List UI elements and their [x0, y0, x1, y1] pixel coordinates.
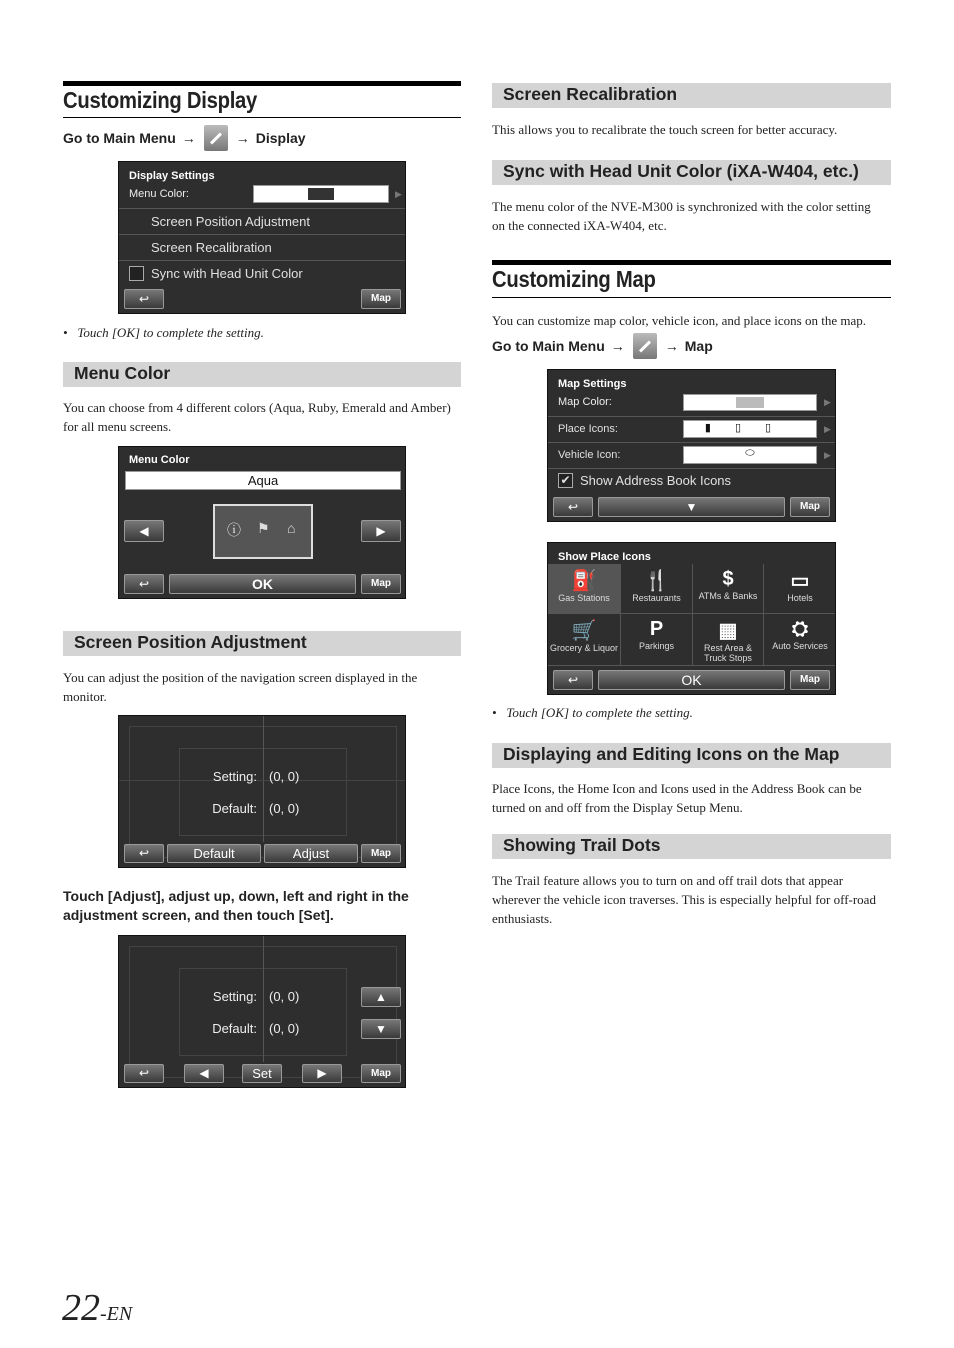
path-suffix: Map: [684, 338, 713, 354]
chevron-right-icon: ▶: [824, 450, 831, 460]
screen-position-screen: [118, 715, 406, 868]
chevron-right-icon: ▶: [824, 424, 831, 434]
screen-title: Menu Color: [129, 454, 190, 466]
chevron-right-icon: ▶: [824, 397, 831, 407]
default-button[interactable]: Default: [167, 844, 261, 863]
cell-label: ATMs & Banks: [698, 591, 758, 601]
map-color-field[interactable]: [683, 394, 817, 411]
path-prefix: Go to Main Menu: [63, 130, 176, 146]
note-ok: • Touch [OK] to complete the setting.: [63, 325, 264, 340]
cell-rest-area[interactable]: [693, 614, 764, 666]
cell-restaurants[interactable]: [621, 564, 693, 614]
address-book-label: Show Address Book Icons: [580, 473, 732, 488]
default-label: Default:: [212, 801, 257, 816]
right-button[interactable]: ▶: [302, 1064, 342, 1083]
setting-value: (0, 0): [269, 989, 300, 1004]
place-icons-field: ▮▯▯: [683, 420, 817, 438]
title-rule: [63, 117, 461, 118]
address-book-row[interactable]: [548, 468, 835, 494]
menu-color-heading: Menu Color: [63, 362, 461, 387]
address-book-checkbox[interactable]: ✔: [558, 473, 573, 488]
menu-color-label: Menu Color:: [129, 188, 189, 200]
menu-item-sync-color[interactable]: [119, 260, 405, 286]
info-icon: ⓘ: [227, 522, 241, 538]
ok-button[interactable]: OK: [598, 670, 785, 690]
cart-icon: 🛒: [571, 620, 597, 642]
sync-body: The menu color of the NVE-M300 is synchronized with the color setting on the connected iXA-W404, etc.: [492, 199, 871, 233]
parking-icon: P: [649, 618, 664, 640]
place-icons-row[interactable]: [548, 416, 835, 442]
home-icon: ⌂: [287, 520, 296, 536]
vehicle-icon-row[interactable]: [548, 442, 835, 468]
map-settings-screen: [547, 369, 836, 522]
cell-label: Hotels: [787, 593, 813, 603]
menu-color-body: You can choose from 4 different colors (Aqua, Ruby, Emerald and Amber) for all menu screens.: [63, 400, 451, 434]
map-swatch-icon: [736, 397, 764, 408]
cell-hotels[interactable]: [764, 564, 836, 614]
bed-icon: ▭: [790, 570, 810, 592]
path-arrow: →: [610, 338, 625, 354]
trail-body: The Trail feature allows you to turn on and off trail dots that appear wherever the vehicle icon traverses. This is especially helpful for off-road enthusiasts.: [492, 873, 876, 926]
screen-position-heading: Screen Position Adjustment: [63, 631, 461, 656]
cell-label: Auto Services: [772, 641, 828, 651]
center-line: [263, 716, 264, 842]
path-arrow: →: [664, 338, 679, 354]
menu-item-screen-recalibration[interactable]: Screen Recalibration: [119, 234, 405, 260]
path-prefix: Go to Main Menu: [492, 338, 605, 354]
menu-item-screen-position[interactable]: Screen Position Adjustment: [119, 208, 405, 234]
set-button[interactable]: Set: [242, 1064, 282, 1083]
menu-color-screen: [118, 446, 406, 599]
default-label: Default:: [212, 1021, 257, 1036]
screen-title: Show Place Icons: [558, 551, 651, 563]
color-preview: [213, 504, 313, 559]
setting-label: Setting:: [212, 989, 257, 1004]
chevron-right-icon: ▶: [395, 189, 402, 199]
menu-color-field[interactable]: [253, 185, 389, 203]
cell-grocery-liquor[interactable]: [548, 614, 621, 666]
map-button[interactable]: Map: [361, 574, 401, 594]
note-text: Touch [OK] to complete the setting.: [77, 325, 264, 340]
center-hline: [119, 780, 406, 781]
menu-color-value: Aqua: [125, 471, 401, 490]
menu-path: [492, 332, 713, 360]
show-place-icons-screen: [547, 542, 836, 695]
page-number-digits: 22: [62, 1287, 100, 1329]
back-button[interactable]: ↩: [124, 574, 164, 594]
setting-value: (0, 0): [269, 769, 300, 784]
map-intro: You can customize map color, vehicle icon, and place icons on the map.: [492, 313, 866, 328]
adjust-screen: [118, 935, 406, 1088]
back-button[interactable]: ↩: [553, 670, 593, 690]
page-number: [62, 1286, 132, 1330]
cell-label: Parkings: [638, 641, 674, 651]
sync-label: Sync with Head Unit Color: [151, 266, 303, 281]
car-service-icon: ⛭: [792, 618, 808, 640]
cell-label: Rest Area & Truck Stops: [703, 643, 753, 663]
note-ok: • Touch [OK] to complete the setting.: [492, 705, 693, 720]
path-arrow: →: [181, 130, 196, 146]
center-line: [263, 936, 264, 1062]
map-button[interactable]: Map: [790, 670, 830, 690]
editing-heading: Displaying and Editing Icons on the Map: [492, 743, 891, 768]
ok-button[interactable]: OK: [169, 574, 356, 594]
display-settings-screen: [118, 161, 406, 314]
default-value: (0, 0): [269, 1021, 300, 1036]
map-section-title: Customizing Map: [492, 266, 656, 292]
map-button[interactable]: Map: [361, 289, 401, 309]
editing-body: Place Icons, the Home Icon and Icons used in the Address Book can be turned on and off from the Display Setup Menu.: [492, 781, 862, 815]
map-button[interactable]: Map: [361, 844, 401, 863]
fuel-pump-icon: ⛽: [571, 570, 597, 592]
flag-icon: ⚑: [257, 520, 270, 536]
color-swatch-icon: [308, 188, 334, 200]
cell-atms-banks[interactable]: [693, 564, 764, 614]
note-text: Touch [OK] to complete the setting.: [506, 705, 693, 720]
vehicle-icon-field: ⬭: [683, 446, 817, 464]
dollar-icon: $: [722, 568, 734, 590]
menu-path: [63, 124, 306, 152]
adjust-button[interactable]: Adjust: [264, 844, 358, 863]
scroll-down-button[interactable]: ▼: [598, 497, 785, 517]
fork-knife-icon: 🍴: [644, 570, 669, 592]
title-rule: [492, 297, 891, 298]
map-color-label: Map Color:: [558, 396, 612, 408]
down-button[interactable]: ▼: [361, 1019, 401, 1039]
back-button[interactable]: ↩: [124, 289, 164, 309]
page-title: Customizing Display: [63, 87, 258, 113]
cell-auto-services[interactable]: [764, 614, 836, 666]
next-color-button[interactable]: ▶: [361, 520, 401, 542]
screen-position-body: You can adjust the position of the navigation screen displayed in the monitor.: [63, 670, 418, 704]
map-button[interactable]: Map: [361, 1064, 401, 1083]
cell-label: Gas Stations: [558, 593, 610, 603]
cell-label: Grocery & Liquor: [549, 643, 619, 653]
back-button[interactable]: ↩: [553, 497, 593, 517]
left-button[interactable]: ◀: [184, 1064, 224, 1083]
cell-label: Restaurants: [632, 593, 681, 603]
wrench-icon: [633, 333, 657, 359]
up-button[interactable]: ▲: [361, 987, 401, 1007]
back-button[interactable]: ↩: [124, 1064, 164, 1083]
path-suffix: Display: [255, 130, 306, 146]
sync-heading: Sync with Head Unit Color (iXA-W404, etc.): [492, 160, 891, 185]
rest-area-icon: ▦: [718, 620, 738, 642]
sync-checkbox[interactable]: [129, 266, 144, 281]
section-top-bar: [492, 260, 891, 265]
map-button[interactable]: Map: [790, 497, 830, 517]
back-button[interactable]: ↩: [124, 844, 164, 863]
default-value: (0, 0): [269, 801, 300, 816]
previous-color-button[interactable]: ◀: [124, 520, 164, 542]
cell-parkings[interactable]: [621, 614, 693, 666]
screen-title: Display Settings: [129, 170, 215, 182]
page-number-suffix: -EN: [100, 1303, 133, 1325]
recalibration-heading: Screen Recalibration: [492, 83, 891, 108]
path-arrow: →: [235, 130, 250, 146]
cell-gas-stations[interactable]: [548, 564, 621, 614]
section-top-bar: [63, 81, 461, 86]
place-icons-label: Place Icons:: [558, 423, 618, 435]
trail-heading: Showing Trail Dots: [492, 834, 891, 859]
adjust-instruction: Touch [Adjust], adjust up, down, left and right in the adjustment screen, and then touch [Set].: [63, 888, 409, 923]
screen-title: Map Settings: [558, 378, 627, 390]
vehicle-icon-label: Vehicle Icon:: [558, 449, 621, 461]
recalibration-body: This allows you to recalibrate the touch screen for better accuracy.: [492, 122, 838, 137]
wrench-icon: [204, 125, 228, 151]
setting-label: Setting:: [212, 769, 257, 784]
